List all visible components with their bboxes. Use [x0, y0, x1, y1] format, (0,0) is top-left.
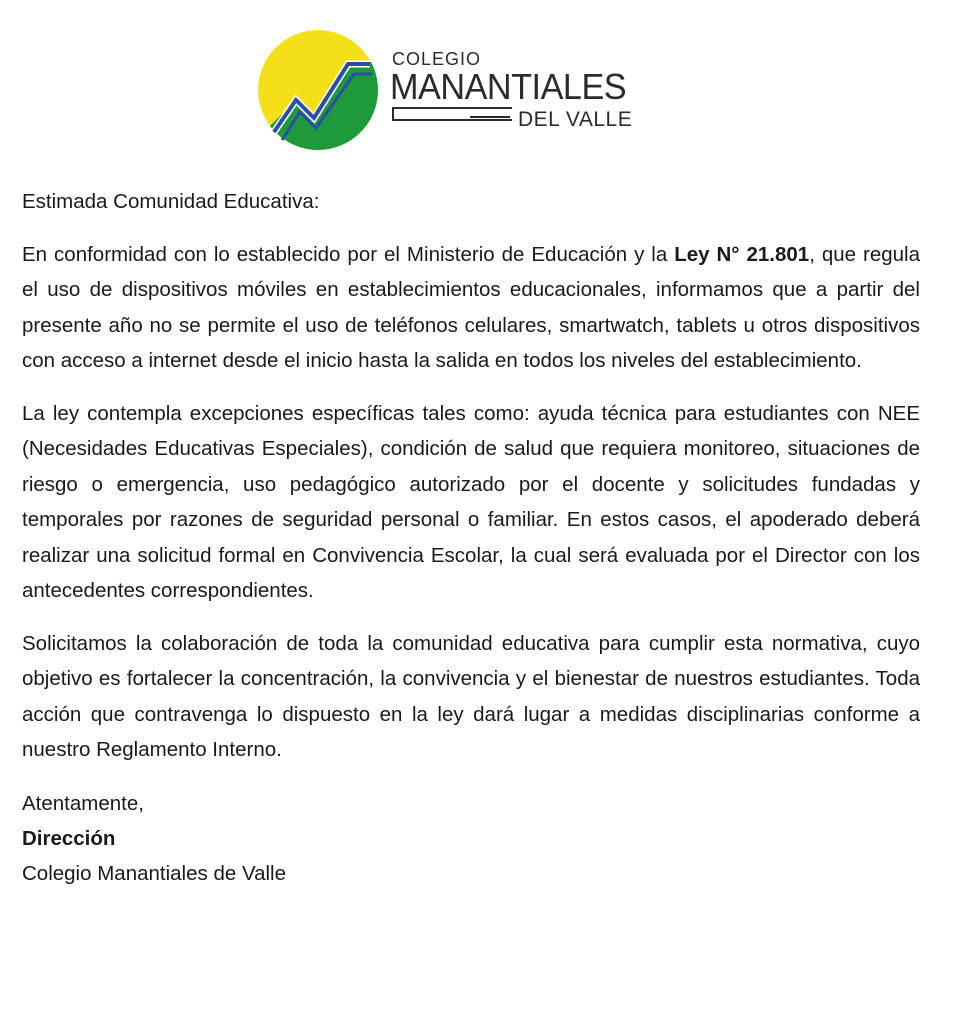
- signer: Dirección: [22, 826, 116, 850]
- school-logo: [258, 28, 638, 152]
- institution-name: Colegio Manantiales de Valle: [22, 861, 287, 885]
- signature-block: [22, 786, 920, 891]
- logo-line-colegio: COLEGIO: [392, 49, 482, 69]
- logo-line-manantiales: MANANTIALES: [390, 66, 627, 107]
- paragraph-law: [22, 237, 920, 379]
- logo-bar-inner-decoration: [470, 112, 510, 118]
- logo-wordmark: [390, 46, 640, 146]
- closing: Atentamente,: [22, 791, 144, 815]
- paragraph-collaboration: Solicitamos la colaboración de toda la comunidad educativa para cumplir esta normativa, cuyo objetivo es fortalecer la concentración, la convivencia y el bienestar de nuestros estudiantes. Toda acción que contravenga lo dispuesto en la ley dará lugar a medidas disciplinarias conforme a nuestro Reglamento Interno.: [22, 631, 920, 761]
- law-reference: Ley N° 21.801: [674, 242, 810, 266]
- greeting: Estimada Comunidad Educativa:: [22, 190, 320, 213]
- paragraph-law-body: , que regula el uso de dispositivos móviles en establecimientos educacionales, informamos que a partir del presente año no se permite el uso de teléfonos celulares, smartwatch, tablets u otros dispositivos con acceso a internet desde el inicio hasta la salida en todos los niveles del establecimiento.: [22, 242, 921, 372]
- paragraph-exceptions: La ley contempla excepciones específicas tales como: ayuda técnica para estudiantes con NEE (Necesidades Educativas Especiales), condición de salud que requiera monitoreo, situaciones de riesgo o emergencia, uso pedagógico autorizado por el docente y solicitudes fundadas y temporales por razones de seguridad personal o familiar. En estos casos, el apoderado deberá realizar una solicitud formal en Convivencia Escolar, la cual será evaluada por el Director con los antecedentes correspondientes.: [22, 401, 920, 602]
- letter-body: [22, 184, 920, 891]
- paragraph-law-intro: En conformidad con lo establecido por el Ministerio de Educación y la: [22, 242, 675, 266]
- logo-emblem-icon: [258, 28, 382, 152]
- logo-line-del-valle: DEL VALLE: [518, 108, 633, 131]
